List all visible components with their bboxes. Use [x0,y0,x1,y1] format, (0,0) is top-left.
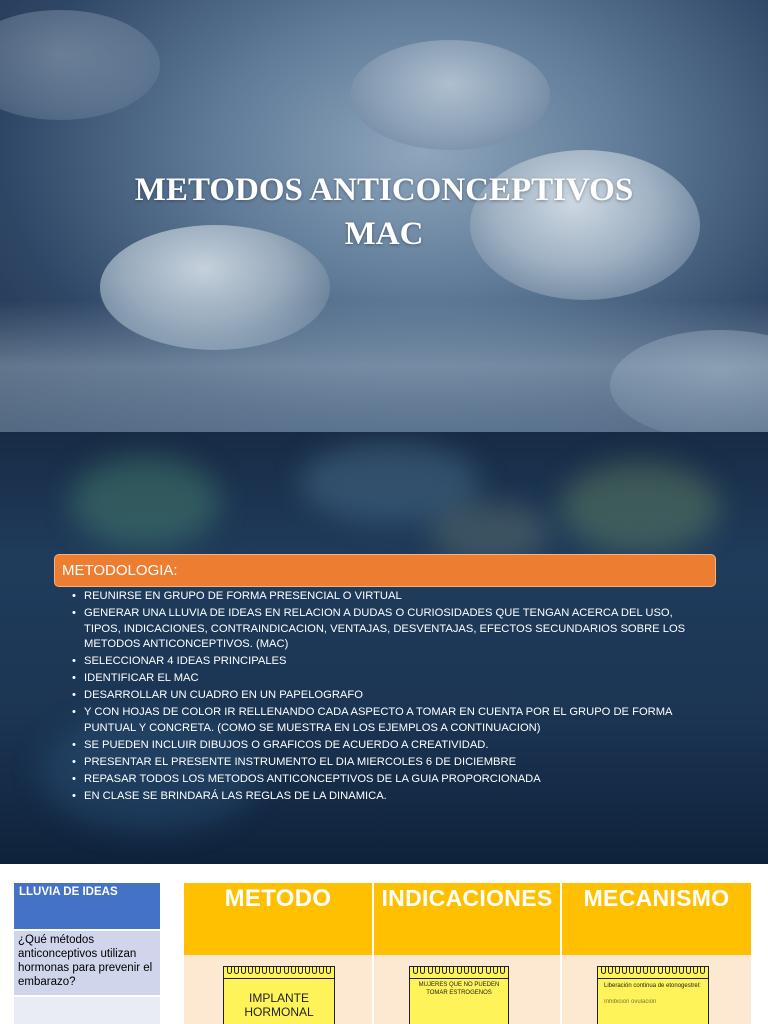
note-text: IMPLANTE HORMONAL [244,991,314,1019]
methodology-list [72,589,712,806]
title-slide [0,0,768,432]
spiral-binding-icon [224,967,334,979]
list-item: • DESARROLLAR UN CUADRO EN UN PAPELOGRAFO [72,688,712,704]
column-header: METODO [184,883,372,955]
sticky-note [223,966,335,1024]
sticky-note [597,966,709,1024]
column-body [184,955,372,1024]
lluvia-header: LLUVIA DE IDEAS [14,883,160,929]
list-item: • REUNIRSE EN GRUPO DE FORMA PRESENCIAL O VIRTUAL [72,589,712,605]
list-item: • GENERAR UNA LLUVIA DE IDEAS EN RELACION A DUDAS O CURIOSIDADES QUE TENGAN ACERCA DEL USO, TIPOS, INDICACIONES, CONTRAINDICACION, VENTAJAS, DESVENTAJAS, EFECTOS SECUNDARIOS SOBRE LOS METODOS ANTICONCEPTIVOS. (MAC) [72,606,712,653]
list-item: • SELECCIONAR 4 IDEAS PRINCIPALES [72,654,712,670]
bokeh-light [70,457,220,547]
list-item: • Y CON HOJAS DE COLOR IR RELLENANDO CADA ASPECTO A TOMAR EN CUENTA POR EL GRUPO DE FORMA PUNTUAL Y CONCRETA. (COMO SE MUESTRA EN LOS EJEMPLOS A CONTINUACION) [72,705,712,736]
title-line-2: MAC [344,216,424,252]
spiral-binding-icon [410,967,508,979]
sticky-note [409,966,509,1024]
title-line-1: METODOS ANTICONCEPTIVOS [134,172,634,208]
column-metodo [184,883,372,1024]
pill-image [350,40,550,150]
lluvia-empty-cell [14,997,160,1024]
methodology-header: METODOLOGIA: [54,554,716,587]
bokeh-light [430,502,550,562]
column-body [374,955,560,1024]
list-item: • IDENTIFICAR EL MAC [72,671,712,687]
note-text: MUJERES QUE NO PUEDEN TOMAR ESTROGENOS [418,982,500,996]
column-body [562,955,751,1024]
pill-image [0,10,160,120]
list-item: • SE PUEDEN INCLUIR DIBUJOS O GRAFICOS DE ACUERDO A CREATIVIDAD. [72,738,712,754]
column-indicaciones [374,883,560,1024]
lluvia-question: ¿Qué métodos anticonceptivos utilizan hormonas para prevenir el embarazo? [14,931,160,995]
note-text [598,979,708,1006]
column-header: INDICACIONES [374,883,560,955]
column-header: MECANISMO [562,883,751,955]
column-mecanismo [562,883,751,1024]
spiral-binding-icon [598,967,708,979]
list-item: • PRESENTAR EL PRESENTE INSTRUMENTO EL DIA MIERCOLES 6 DE DICIEMBRE [72,755,712,771]
blister-foil [0,300,768,432]
note-text-main: Liberación continua de etonogestrel: [604,983,701,989]
list-item: • REPASAR TODOS LOS METODOS ANTICONCEPTIVOS DE LA GUIA PROPORCIONADA [72,772,712,788]
example-slide [0,864,768,1024]
note-text-sub: Inhibición ovulación [604,999,657,1005]
bokeh-light [560,462,720,552]
methodology-slide [0,432,768,864]
list-item: • EN CLASE SE BRINDARÁ LAS REGLAS DE LA DINAMICA. [72,789,712,805]
slide-title [0,168,768,256]
